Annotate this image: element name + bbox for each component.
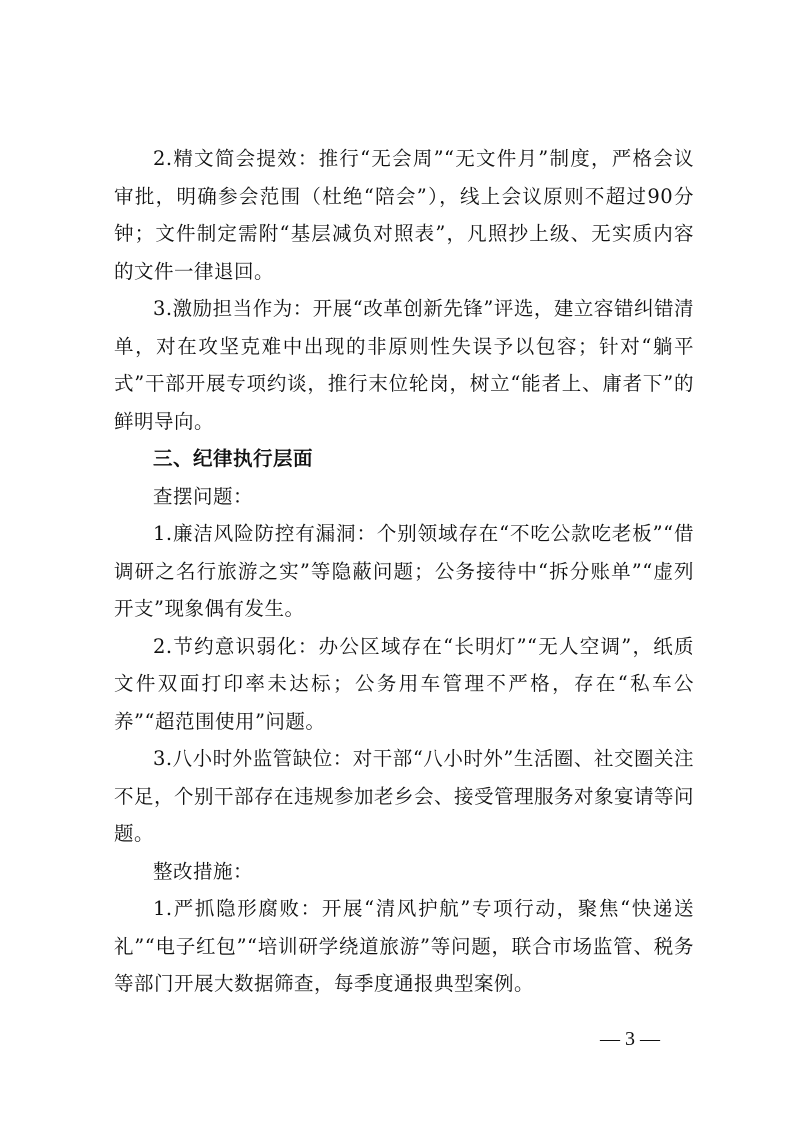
paragraph-integrity-risk: 1.廉洁风险防控有漏洞：个别领域存在“不吃公款吃老板”“借调研之名行旅游之实”等隐蔽问题；公务接待中“拆分账单”“虚列开支”现象偶有发生。	[114, 522, 694, 620]
paragraph-encourage-responsibility: 3.激励担当作为：开展“改革创新先锋”评选，建立容错纠错清单，对在攻坚克难中出现的非原则性失误予以包容；针对“躺平式”干部开展专项约谈，推行末位轮岗，树立“能者上、庸者下”的鲜明导向。	[114, 297, 694, 433]
paragraph-frugality: 2.节约意识弱化：办公区域存在“长明灯”“无人空调”，纸质文件双面打印率未达标；公务用车管理不严格，存在“私车公养”“超范围使用”问题。	[114, 634, 694, 733]
document-body	[114, 140, 694, 1003]
paragraph-streamline-meetings: 2.精文简会提效：推行“无会周”“无文件月”制度，严格会议审批，明确参会范围（杜绝“陪会”），线上会议原则不超过90分钟；文件制定需附“基层减负对照表”，凡照抄上级、无实质内容的文件一律退回。	[114, 147, 694, 283]
section-heading-discipline: 三、纪律执行层面	[153, 447, 314, 470]
paragraph-hidden-corruption: 1.严抓隐形腐败：开展“清风护航”专项行动，聚焦“快递送礼”“电子红包”“培训研学绕道旅游”等问题，联合市场监管、税务等部门开展大数据筛查，每季度通报典型案例。	[114, 897, 694, 995]
paragraph-after-hours-supervision: 3.八小时外监管缺位：对干部“八小时外”生活圈、社交圈关注不足，个别干部存在违规参加老乡会、接受管理服务对象宴请等问题。	[114, 747, 695, 845]
paragraph-measures-label: 整改措施：	[153, 859, 254, 883]
page-number: — 3 —	[600, 1028, 660, 1050]
paragraph-problems-label: 查摆问题：	[153, 484, 254, 508]
